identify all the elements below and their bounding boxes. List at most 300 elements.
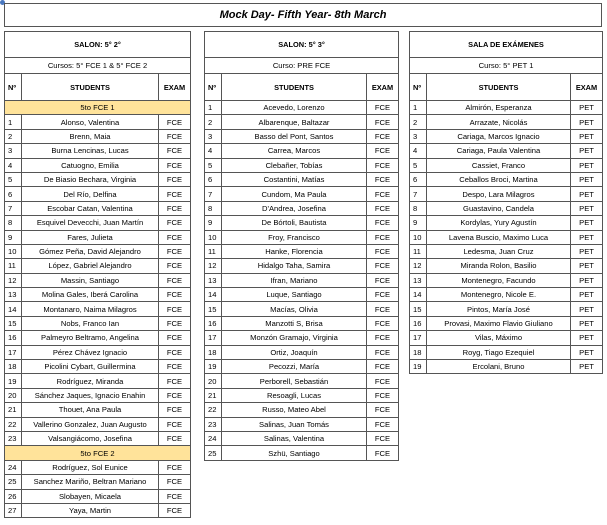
student-name-cell[interactable]: Montanaro, Naima Milagros — [22, 302, 159, 316]
salon-name-cell[interactable]: SALA DE EXÁMENES — [410, 32, 603, 58]
student-name-cell[interactable]: López, Gabriel Alejandro — [22, 259, 159, 273]
student-number-cell[interactable]: 26 — [5, 489, 22, 503]
student-name-cell[interactable]: Hidalgo Taha, Samira — [222, 259, 367, 273]
student-row — [205, 144, 399, 158]
student-row — [5, 388, 191, 402]
student-number-cell[interactable]: 9 — [5, 230, 22, 244]
student-row — [205, 201, 399, 215]
student-number-cell[interactable]: 7 — [5, 201, 22, 215]
student-number-cell[interactable]: 17 — [205, 331, 222, 345]
student-number-cell[interactable]: 4 — [410, 144, 427, 158]
student-name-cell[interactable]: Carrea, Marcos — [222, 144, 367, 158]
room-table-sala-examenes — [409, 31, 603, 374]
student-name-cell[interactable]: Arrazate, Nicolás — [427, 115, 571, 129]
student-name-cell[interactable]: Resoagli, Lucas — [222, 388, 367, 402]
student-name-cell[interactable]: Palmeyro Beltramo, Angelina — [22, 331, 159, 345]
student-row — [205, 187, 399, 201]
student-name-cell[interactable]: Froy, Francisco — [222, 230, 367, 244]
exam-type-cell[interactable]: PET — [571, 244, 603, 258]
student-number-cell[interactable]: 12 — [410, 259, 427, 273]
student-name-cell[interactable]: Molina Gales, Iberá Carolina — [22, 288, 159, 302]
student-name-cell[interactable]: Cassiet, Franco — [427, 158, 571, 172]
student-name-cell[interactable]: Cundom, Ma Paula — [222, 187, 367, 201]
student-name-cell[interactable]: Acevedo, Lorenzo — [222, 101, 367, 115]
salon-header-row — [5, 32, 191, 58]
exam-type-cell[interactable]: FCE — [159, 216, 191, 230]
column-header-number[interactable]: Nº — [205, 74, 222, 101]
exam-type-cell[interactable]: FCE — [159, 302, 191, 316]
student-row — [205, 431, 399, 445]
student-row — [205, 345, 399, 359]
exam-type-cell[interactable]: FCE — [159, 172, 191, 186]
student-number-cell[interactable]: 17 — [5, 345, 22, 359]
student-number-cell[interactable]: 24 — [5, 460, 22, 474]
student-number-cell[interactable]: 10 — [205, 230, 222, 244]
exam-type-cell[interactable]: FCE — [159, 331, 191, 345]
student-name-cell[interactable]: Monzón Gramajo, Virginia — [222, 331, 367, 345]
exam-type-cell[interactable]: FCE — [159, 273, 191, 287]
cursos-cell[interactable]: Curso: PRE FCE — [205, 58, 399, 74]
exam-type-cell[interactable]: FCE — [367, 446, 399, 460]
student-name-cell[interactable]: Luque, Santiago — [222, 288, 367, 302]
student-name-cell[interactable]: D'Andrea, Josefina — [222, 201, 367, 215]
exam-type-cell[interactable]: FCE — [159, 129, 191, 143]
student-name-cell[interactable]: Ceballos Broci, Martina — [427, 172, 571, 186]
cursos-row — [205, 58, 399, 74]
student-row — [5, 158, 191, 172]
student-number-cell[interactable]: 16 — [5, 331, 22, 345]
student-number-cell[interactable]: 4 — [5, 158, 22, 172]
student-name-cell[interactable]: Del Río, Delfina — [22, 187, 159, 201]
student-number-cell[interactable]: 3 — [205, 129, 222, 143]
student-number-cell[interactable]: 12 — [205, 259, 222, 273]
exam-type-cell[interactable]: FCE — [159, 388, 191, 402]
column-header-row — [5, 74, 191, 101]
student-number-cell[interactable]: 2 — [205, 115, 222, 129]
exam-type-cell[interactable]: PET — [571, 187, 603, 201]
student-number-cell[interactable]: 24 — [205, 431, 222, 445]
student-name-cell[interactable]: Salinas, Valentina — [222, 431, 367, 445]
exam-type-cell[interactable]: FCE — [367, 216, 399, 230]
exam-type-cell[interactable]: FCE — [367, 417, 399, 431]
student-name-cell[interactable]: Gómez Peña, David Alejandro — [22, 244, 159, 258]
student-row — [205, 273, 399, 287]
column-header-exam[interactable]: EXAM — [159, 74, 191, 101]
student-name-cell[interactable]: Pintos, María José — [427, 302, 571, 316]
student-name-cell[interactable]: Guastavino, Candela — [427, 201, 571, 215]
student-number-cell[interactable]: 1 — [205, 101, 222, 115]
student-row — [5, 374, 191, 388]
exam-type-cell[interactable]: FCE — [159, 201, 191, 215]
student-row — [5, 144, 191, 158]
student-number-cell[interactable]: 23 — [5, 431, 22, 445]
student-name-cell[interactable]: Fares, Julieta — [22, 230, 159, 244]
student-row — [205, 158, 399, 172]
student-name-cell[interactable]: Albarenque, Baltazar — [222, 115, 367, 129]
student-number-cell[interactable]: 16 — [410, 316, 427, 330]
student-row — [410, 129, 603, 143]
student-row — [205, 331, 399, 345]
column-header-row — [205, 74, 399, 101]
student-row — [205, 216, 399, 230]
exam-type-cell[interactable]: FCE — [367, 316, 399, 330]
student-row — [410, 172, 603, 186]
student-row — [5, 201, 191, 215]
exam-type-cell[interactable]: PET — [571, 158, 603, 172]
exam-type-cell[interactable]: PET — [571, 316, 603, 330]
student-number-cell[interactable]: 13 — [205, 273, 222, 287]
student-number-cell[interactable]: 1 — [5, 115, 22, 129]
room-table-salon-5-2 — [4, 31, 191, 518]
student-row — [5, 460, 191, 474]
student-name-cell[interactable]: Massin, Santiago — [22, 273, 159, 287]
exam-type-cell[interactable]: FCE — [159, 187, 191, 201]
exam-type-cell[interactable]: PET — [571, 216, 603, 230]
student-row — [5, 187, 191, 201]
student-row — [5, 302, 191, 316]
exam-type-cell[interactable]: FCE — [159, 158, 191, 172]
student-number-cell[interactable]: 15 — [410, 302, 427, 316]
exam-type-cell[interactable]: FCE — [367, 302, 399, 316]
student-row — [5, 273, 191, 287]
student-row — [410, 288, 603, 302]
student-number-cell[interactable]: 22 — [205, 403, 222, 417]
cursos-cell[interactable]: Curso: 5° PET 1 — [410, 58, 603, 74]
column-header-students[interactable]: STUDENTS — [427, 74, 571, 101]
exam-type-cell[interactable]: PET — [571, 360, 603, 374]
student-row — [205, 129, 399, 143]
student-name-cell[interactable]: Pecozzi, María — [222, 360, 367, 374]
student-number-cell[interactable]: 15 — [205, 302, 222, 316]
exam-type-cell[interactable]: FCE — [159, 374, 191, 388]
cursos-cell[interactable]: Cursos: 5° FCE 1 & 5° FCE 2 — [5, 58, 191, 74]
student-name-cell[interactable]: Alonso, Valentina — [22, 115, 159, 129]
student-number-cell[interactable]: 10 — [410, 230, 427, 244]
exam-type-cell[interactable]: PET — [571, 201, 603, 215]
exam-type-cell[interactable]: PET — [571, 302, 603, 316]
student-number-cell[interactable]: 8 — [205, 201, 222, 215]
student-name-cell[interactable]: Lavena Buscio, Maximo Luca — [427, 230, 571, 244]
exam-type-cell[interactable]: PET — [571, 172, 603, 186]
student-name-cell[interactable]: Escobar Catan, Valentina — [22, 201, 159, 215]
exam-type-cell[interactable]: FCE — [367, 431, 399, 445]
exam-type-cell[interactable]: FCE — [159, 503, 191, 517]
student-name-cell[interactable]: Montenegro, Facundo — [427, 273, 571, 287]
student-row — [205, 316, 399, 330]
student-row — [410, 201, 603, 215]
exam-type-cell[interactable]: PET — [571, 144, 603, 158]
student-name-cell[interactable]: Despo, Lara Milagros — [427, 187, 571, 201]
student-name-cell[interactable]: Szhü, Santiago — [222, 446, 367, 460]
student-number-cell[interactable]: 7 — [205, 187, 222, 201]
exam-type-cell[interactable]: PET — [571, 115, 603, 129]
exam-type-cell[interactable]: PET — [571, 259, 603, 273]
exam-type-cell[interactable]: FCE — [367, 374, 399, 388]
student-number-cell[interactable]: 11 — [205, 244, 222, 258]
exam-type-cell[interactable]: FCE — [159, 316, 191, 330]
student-row — [5, 503, 191, 517]
exam-type-cell[interactable]: FCE — [159, 345, 191, 359]
student-name-cell[interactable]: Yaya, Martin — [22, 503, 159, 517]
student-number-cell[interactable]: 14 — [410, 288, 427, 302]
group-header-row — [5, 101, 191, 115]
salon-name-cell[interactable]: SALON: 5° 2° — [5, 32, 191, 58]
student-row — [205, 230, 399, 244]
student-row — [5, 475, 191, 489]
exam-type-cell[interactable]: PET — [571, 129, 603, 143]
student-number-cell[interactable]: 8 — [5, 216, 22, 230]
student-name-cell[interactable]: Catuogno, Emilia — [22, 158, 159, 172]
exam-type-cell[interactable]: FCE — [367, 101, 399, 115]
exam-type-cell[interactable]: FCE — [367, 158, 399, 172]
exam-type-cell[interactable]: FCE — [159, 460, 191, 474]
column-header-students[interactable]: STUDENTS — [222, 74, 367, 101]
student-row — [5, 360, 191, 374]
student-row — [410, 331, 603, 345]
student-number-cell[interactable]: 19 — [410, 360, 427, 374]
student-number-cell[interactable]: 8 — [410, 201, 427, 215]
student-row — [5, 403, 191, 417]
exam-type-cell[interactable]: FCE — [367, 244, 399, 258]
student-number-cell[interactable]: 1 — [410, 101, 427, 115]
student-number-cell[interactable]: 15 — [5, 316, 22, 330]
student-number-cell[interactable]: 7 — [410, 187, 427, 201]
group-header-row — [5, 446, 191, 460]
student-row — [410, 360, 603, 374]
student-number-cell[interactable]: 25 — [5, 475, 22, 489]
student-number-cell[interactable]: 18 — [410, 345, 427, 359]
student-name-cell[interactable]: Sánchez Jaques, Ignacio Enahin — [22, 388, 159, 402]
column-header-exam[interactable]: EXAM — [367, 74, 399, 101]
student-row — [205, 172, 399, 186]
column-header-number[interactable]: Nº — [410, 74, 427, 101]
exam-type-cell[interactable]: FCE — [367, 288, 399, 302]
student-number-cell[interactable]: 27 — [5, 503, 22, 517]
student-row — [205, 244, 399, 258]
student-number-cell[interactable]: 20 — [5, 388, 22, 402]
student-row — [410, 101, 603, 115]
exam-type-cell[interactable]: PET — [571, 288, 603, 302]
exam-type-cell[interactable]: FCE — [159, 288, 191, 302]
student-number-cell[interactable]: 21 — [5, 403, 22, 417]
student-number-cell[interactable]: 23 — [205, 417, 222, 431]
student-number-cell[interactable]: 13 — [410, 273, 427, 287]
student-number-cell[interactable]: 13 — [5, 288, 22, 302]
sheet-title: Mock Day- Fifth Year- 8th March — [4, 3, 602, 27]
student-row — [410, 230, 603, 244]
exam-type-cell[interactable]: FCE — [159, 403, 191, 417]
student-number-cell[interactable]: 18 — [205, 345, 222, 359]
student-name-cell[interactable]: Ortiz, Joaquín — [222, 345, 367, 359]
student-name-cell[interactable]: Ifran, Mariano — [222, 273, 367, 287]
student-name-cell[interactable]: Royg, Tiago Ezequiel — [427, 345, 571, 359]
student-row — [410, 115, 603, 129]
student-name-cell[interactable]: Vallerino Gonzalez, Juan Augusto — [22, 417, 159, 431]
student-number-cell[interactable]: 11 — [5, 259, 22, 273]
student-number-cell[interactable]: 22 — [5, 417, 22, 431]
student-row — [205, 446, 399, 460]
student-row — [410, 316, 603, 330]
student-name-cell[interactable]: Cariaga, Marcos Ignacio — [427, 129, 571, 143]
student-row — [410, 259, 603, 273]
student-name-cell[interactable]: Costantini, Matías — [222, 172, 367, 186]
group-label-cell[interactable]: 5to FCE 2 — [5, 446, 191, 460]
student-number-cell[interactable]: 10 — [5, 244, 22, 258]
student-name-cell[interactable]: Russo, Mateo Abel — [222, 403, 367, 417]
student-name-cell[interactable]: Almirón, Esperanza — [427, 101, 571, 115]
student-number-cell[interactable]: 2 — [410, 115, 427, 129]
student-number-cell[interactable]: 6 — [205, 172, 222, 186]
student-number-cell[interactable]: 5 — [205, 158, 222, 172]
student-number-cell[interactable]: 19 — [205, 360, 222, 374]
student-name-cell[interactable]: Pérez Chávez Ignacio — [22, 345, 159, 359]
student-name-cell[interactable]: Basso del Pont, Santos — [222, 129, 367, 143]
exam-type-cell[interactable]: FCE — [367, 403, 399, 417]
exam-type-cell[interactable]: FCE — [367, 144, 399, 158]
student-number-cell[interactable]: 9 — [410, 216, 427, 230]
student-name-cell[interactable]: Picolini Cybart, Guillermina — [22, 360, 159, 374]
student-number-cell[interactable]: 5 — [410, 158, 427, 172]
student-name-cell[interactable]: Kordylas, Yury Agustín — [427, 216, 571, 230]
exam-type-cell[interactable]: FCE — [367, 115, 399, 129]
student-name-cell[interactable]: Cariaga, Paula Valentina — [427, 144, 571, 158]
student-row — [205, 101, 399, 115]
salon-header-row — [410, 32, 603, 58]
exam-type-cell[interactable]: FCE — [159, 489, 191, 503]
student-name-cell[interactable]: Nobs, Franco Ian — [22, 316, 159, 330]
exam-type-cell[interactable]: FCE — [367, 230, 399, 244]
student-name-cell[interactable]: Miranda Rolon, Basilio — [427, 259, 571, 273]
student-number-cell[interactable]: 16 — [205, 316, 222, 330]
student-name-cell[interactable]: Brenn, Maia — [22, 129, 159, 143]
exam-type-cell[interactable]: FCE — [159, 417, 191, 431]
exam-type-cell[interactable]: FCE — [159, 360, 191, 374]
student-name-cell[interactable]: Ledesma, Juan Cruz — [427, 244, 571, 258]
student-row — [205, 403, 399, 417]
exam-type-cell[interactable]: FCE — [159, 144, 191, 158]
exam-type-cell[interactable]: FCE — [367, 331, 399, 345]
salon-name-cell[interactable]: SALON: 5° 3° — [205, 32, 399, 58]
student-name-cell[interactable]: Ercolani, Bruno — [427, 360, 571, 374]
student-name-cell[interactable]: Slobayen, Micaela — [22, 489, 159, 503]
exam-type-cell[interactable]: FCE — [367, 273, 399, 287]
exam-type-cell[interactable]: FCE — [159, 115, 191, 129]
exam-type-cell[interactable]: FCE — [367, 360, 399, 374]
group-label-cell[interactable]: 5to FCE 1 — [5, 101, 191, 115]
student-number-cell[interactable]: 4 — [205, 144, 222, 158]
student-name-cell[interactable]: De Bórtoli, Bautista — [222, 216, 367, 230]
exam-type-cell[interactable]: PET — [571, 101, 603, 115]
student-number-cell[interactable]: 17 — [410, 331, 427, 345]
exam-type-cell[interactable]: FCE — [159, 431, 191, 445]
student-row — [5, 230, 191, 244]
student-row — [5, 316, 191, 330]
student-row — [5, 216, 191, 230]
student-row — [205, 388, 399, 402]
exam-type-cell[interactable]: FCE — [367, 187, 399, 201]
student-number-cell[interactable]: 3 — [5, 144, 22, 158]
student-name-cell[interactable]: Valsangiácomo, Josefina — [22, 431, 159, 445]
student-name-cell[interactable]: Thouet, Ana Paula — [22, 403, 159, 417]
exam-type-cell[interactable]: FCE — [367, 201, 399, 215]
student-name-cell[interactable]: Rodríguez, Miranda — [22, 374, 159, 388]
exam-type-cell[interactable]: FCE — [159, 244, 191, 258]
student-name-cell[interactable]: Perborell, Sebastián — [222, 374, 367, 388]
student-number-cell[interactable]: 21 — [205, 388, 222, 402]
column-header-students[interactable]: STUDENTS — [22, 74, 159, 101]
salon-header-row — [205, 32, 399, 58]
student-row — [5, 244, 191, 258]
student-row — [5, 331, 191, 345]
student-row — [205, 115, 399, 129]
student-number-cell[interactable]: 6 — [410, 172, 427, 186]
student-name-cell[interactable]: Sanchez Mariño, Beltran Mariano — [22, 475, 159, 489]
student-number-cell[interactable]: 19 — [5, 374, 22, 388]
exam-type-cell[interactable]: FCE — [367, 172, 399, 186]
student-number-cell[interactable]: 9 — [205, 216, 222, 230]
student-number-cell[interactable]: 5 — [5, 172, 22, 186]
student-number-cell[interactable]: 20 — [205, 374, 222, 388]
exam-type-cell[interactable]: FCE — [159, 230, 191, 244]
exam-type-cell[interactable]: FCE — [367, 259, 399, 273]
student-row — [410, 144, 603, 158]
student-row — [410, 273, 603, 287]
column-header-exam[interactable]: EXAM — [571, 74, 603, 101]
exam-type-cell[interactable]: PET — [571, 273, 603, 287]
student-name-cell[interactable]: Montenegro, Nicole E. — [427, 288, 571, 302]
student-row — [5, 431, 191, 445]
student-name-cell[interactable]: De Biasio Bechara, Virginia — [22, 172, 159, 186]
student-row — [410, 187, 603, 201]
student-row — [410, 302, 603, 316]
student-name-cell[interactable]: Rodríguez, Sol Eunice — [22, 460, 159, 474]
student-name-cell[interactable]: Hanke, Florencia — [222, 244, 367, 258]
student-name-cell[interactable]: Esquivel Devecchi, Juan Martín — [22, 216, 159, 230]
cursos-row — [410, 58, 603, 74]
column-header-number[interactable]: Nº — [5, 74, 22, 101]
student-name-cell[interactable]: Burna Lencinas, Lucas — [22, 144, 159, 158]
exam-type-cell[interactable]: FCE — [367, 388, 399, 402]
student-number-cell[interactable]: 3 — [410, 129, 427, 143]
student-row — [205, 302, 399, 316]
exam-type-cell[interactable]: PET — [571, 345, 603, 359]
student-name-cell[interactable]: Provasi, Maximo Flavio Giuliano — [427, 316, 571, 330]
room-table-salon-5-3 — [204, 31, 399, 461]
student-name-cell[interactable]: Salinas, Juan Tomás — [222, 417, 367, 431]
student-row — [410, 216, 603, 230]
student-name-cell[interactable]: Clebañer, Tobías — [222, 158, 367, 172]
student-name-cell[interactable]: Macías, Olivia — [222, 302, 367, 316]
student-number-cell[interactable]: 6 — [5, 187, 22, 201]
student-number-cell[interactable]: 12 — [5, 273, 22, 287]
exam-type-cell[interactable]: PET — [571, 331, 603, 345]
student-name-cell[interactable]: Vilas, Máximo — [427, 331, 571, 345]
student-number-cell[interactable]: 18 — [5, 360, 22, 374]
exam-type-cell[interactable]: FCE — [367, 129, 399, 143]
exam-type-cell[interactable]: FCE — [159, 259, 191, 273]
exam-type-cell[interactable]: FCE — [159, 475, 191, 489]
student-number-cell[interactable]: 14 — [205, 288, 222, 302]
student-number-cell[interactable]: 14 — [5, 302, 22, 316]
student-name-cell[interactable]: Manzotti S, Brisa — [222, 316, 367, 330]
exam-type-cell[interactable]: FCE — [367, 345, 399, 359]
student-row — [205, 259, 399, 273]
student-row — [205, 374, 399, 388]
exam-type-cell[interactable]: PET — [571, 230, 603, 244]
student-number-cell[interactable]: 11 — [410, 244, 427, 258]
student-number-cell[interactable]: 2 — [5, 129, 22, 143]
student-number-cell[interactable]: 25 — [205, 446, 222, 460]
